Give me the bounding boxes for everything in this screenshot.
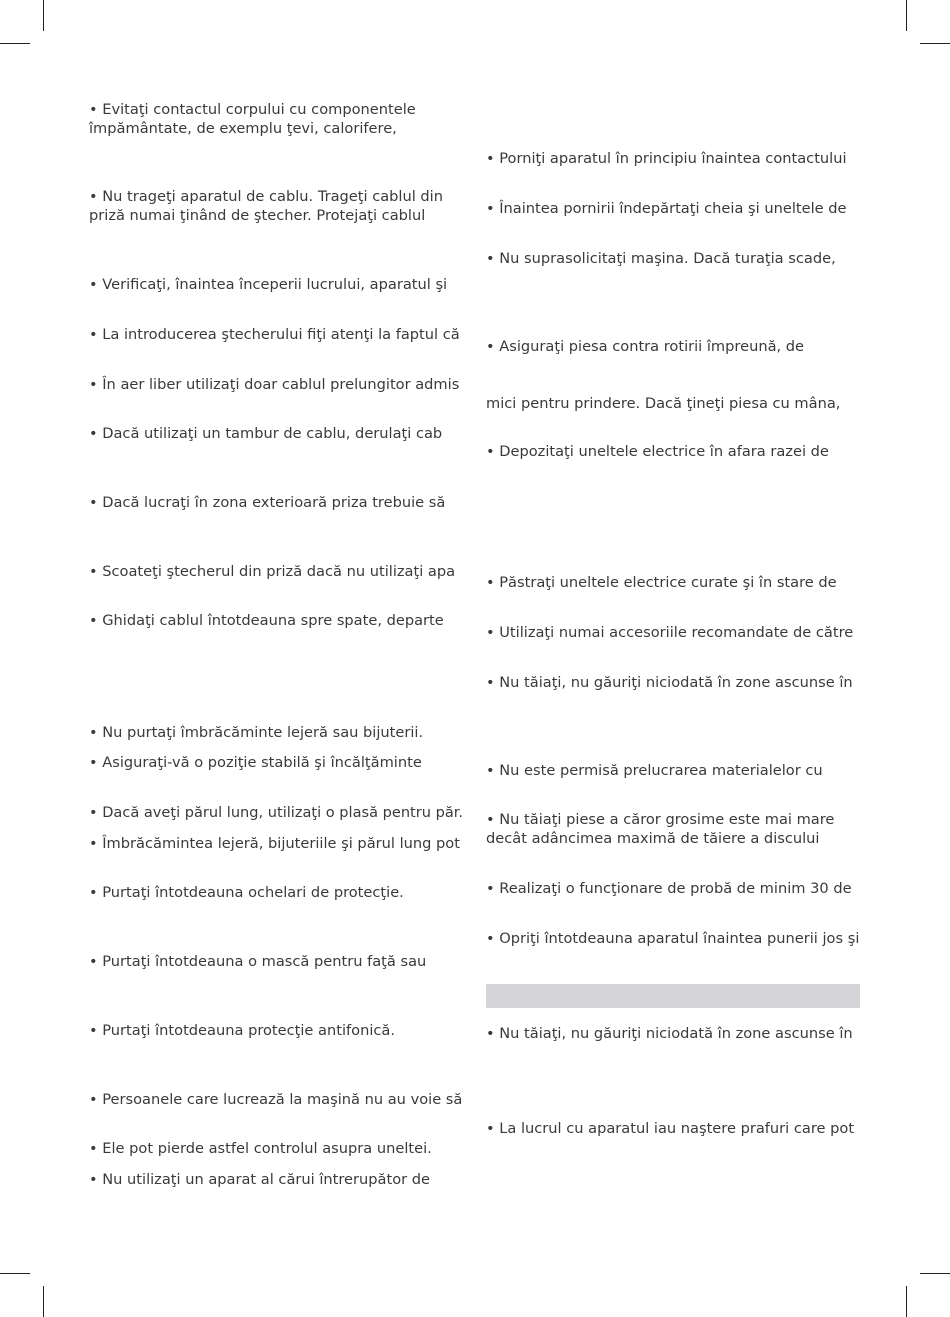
left-line: • Purtaţi întotdeauna ochelari de protecţie.: [89, 884, 404, 901]
crop-mark-bottom-right-horizontal: [920, 1273, 950, 1274]
left-line: • Verificaţi, înaintea începerii lucrului, aparatul şi: [89, 276, 448, 293]
left-line: • Persoanele care lucrează la maşină nu au voie să: [89, 1091, 463, 1108]
left-line: • Ele pot pierde astfel controlul asupra uneltei.: [89, 1140, 432, 1157]
right-line: • Nu tăiaţi piese a căror grosime este mai mare: [486, 811, 835, 828]
left-line: • Dacă lucraţi în zona exterioară priza trebuie să: [89, 494, 446, 511]
left-line: împământate, de exemplu ţevi, calorifere,: [89, 120, 397, 137]
left-line: • Purtaţi întotdeauna o mască pentru faţă sau: [89, 953, 427, 970]
left-line: • Nu trageţi aparatul de cablu. Trageţi cablul din: [89, 188, 443, 205]
left-line: • Dacă aveţi părul lung, utilizaţi o plasă pentru păr.: [89, 804, 464, 821]
crop-mark-top-left-vertical: [43, 0, 44, 31]
left-line: • Evitaţi contactul corpului cu componentele: [89, 101, 416, 118]
right-line: • Opriţi întotdeauna aparatul înaintea punerii jos şi: [486, 930, 860, 947]
left-line: • Scoateţi ştecherul din priză dacă nu utilizaţi apa: [89, 563, 456, 580]
right-line: • Nu este permisă prelucrarea materialelor cu: [486, 762, 823, 779]
crop-mark-top-left-horizontal: [0, 43, 30, 44]
right-line: decât adâncimea maximă de tăiere a discului: [486, 830, 820, 847]
left-line: • Dacă utilizaţi un tambur de cablu, derulaţi cab: [89, 425, 443, 442]
right-line: • Asiguraţi piesa contra rotirii împreună, de: [486, 338, 805, 355]
crop-mark-top-right-vertical: [906, 0, 907, 31]
right-line: • Nu tăiaţi, nu găuriţi niciodată în zone ascunse în: [486, 1025, 853, 1042]
right-line: • Nu tăiaţi, nu găuriţi niciodată în zone ascunse în: [486, 674, 853, 691]
crop-mark-bottom-right-vertical: [906, 1286, 907, 1317]
left-line: • Asiguraţi-vă o poziţie stabilă şi încălţăminte: [89, 754, 422, 771]
left-line: priză numai ţinând de ştecher. Protejaţi cablul: [89, 207, 426, 224]
left-line: • Purtaţi întotdeauna protecţie antifonică.: [89, 1022, 395, 1039]
right-line: • Porniţi aparatul în principiu înaintea contactului: [486, 150, 847, 167]
right-line: • Utilizaţi numai accesoriile recomandate de către: [486, 624, 854, 641]
crop-mark-top-right-horizontal: [920, 43, 950, 44]
right-line: • Depozitaţi uneltele electrice în afara razei de: [486, 443, 829, 460]
left-line: • În aer liber utilizaţi doar cablul prelungitor admis: [89, 376, 460, 393]
right-line: • Păstraţi uneltele electrice curate şi în stare de: [486, 574, 837, 591]
right-line: • Nu suprasolicitaţi maşina. Dacă turaţia scade,: [486, 250, 836, 267]
right-line: • Realizaţi o funcţionare de probă de minim 30 de: [486, 880, 852, 897]
left-line: • Îmbrăcămintea lejeră, bijuteriile şi părul lung pot: [89, 835, 460, 852]
right-line: • Înaintea pornirii îndepărtaţi cheia şi uneltele de: [486, 200, 847, 217]
section-heading-bar: [486, 984, 860, 1008]
crop-mark-bottom-left-horizontal: [0, 1273, 30, 1274]
left-line: • Ghidaţi cablul întotdeauna spre spate, departe: [89, 612, 444, 629]
left-line: • La introducerea ştecherului fiţi atenţi la faptul că: [89, 326, 460, 343]
left-line: • Nu utilizaţi un aparat al cărui întrerupător de: [89, 1171, 431, 1188]
right-line: • La lucrul cu aparatul iau naştere prafuri care pot: [486, 1120, 855, 1137]
right-line: mici pentru prindere. Dacă ţineţi piesa cu mâna,: [486, 395, 841, 412]
crop-mark-bottom-left-vertical: [43, 1286, 44, 1317]
left-line: • Nu purtaţi îmbrăcăminte lejeră sau bijuterii.: [89, 724, 424, 741]
